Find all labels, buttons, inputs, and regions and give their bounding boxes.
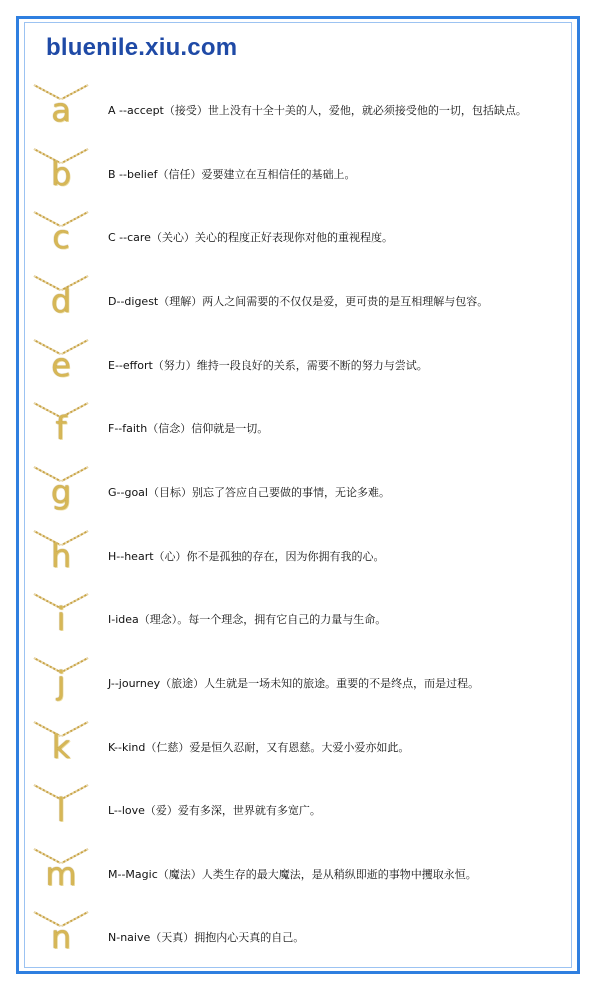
pendant-letter: h	[50, 537, 72, 575]
pendant-necklace-i-icon	[34, 591, 88, 651]
list-item	[0, 464, 600, 524]
pendant-necklace-e-icon	[34, 337, 88, 397]
list-item	[0, 400, 600, 460]
pendant-letter: d	[50, 282, 72, 320]
pendant-necklace-j-icon	[34, 655, 88, 715]
entry-text: A --accept（接受）世上没有十全十美的人，爱他，就必须接受他的一切，包括缺点。	[108, 104, 527, 117]
entry-text: G--goal（目标）别忘了答应自己要做的事情，无论多难。	[108, 486, 390, 499]
pendant-necklace-l-icon	[34, 782, 88, 842]
pendant-necklace-n-icon	[34, 909, 88, 969]
pendant-letter: i	[56, 600, 66, 638]
list-item	[0, 82, 600, 142]
pendant-necklace-c-icon	[34, 209, 88, 269]
pendant-letter: j	[56, 664, 66, 702]
list-item	[0, 655, 600, 715]
pendant-necklace-d-icon	[34, 273, 88, 333]
entry-text: F--faith（信念）信仰就是一切。	[108, 422, 269, 435]
list-item	[0, 146, 600, 206]
pendant-letter: n	[50, 918, 72, 956]
entry-text: L--love（爱）爱有多深，世界就有多宽广。	[108, 804, 321, 817]
pendant-necklace-m-icon	[34, 846, 88, 906]
entry-text: E--effort（努力）维持一段良好的关系，需要不断的努力与尝试。	[108, 359, 428, 372]
entry-text: C --care（关心）关心的程度正好表现你对他的重视程度。	[108, 231, 393, 244]
list-item	[0, 909, 600, 969]
list-item	[0, 782, 600, 842]
list-item	[0, 846, 600, 906]
list-item	[0, 591, 600, 651]
pendant-necklace-g-icon	[34, 464, 88, 524]
pendant-letter: c	[52, 218, 70, 256]
pendant-necklace-h-icon	[34, 528, 88, 588]
pendant-letter: k	[51, 728, 71, 766]
pendant-letter: l	[56, 791, 66, 829]
entry-text: B --belief（信任）爱要建立在互相信任的基础上。	[108, 168, 356, 181]
site-title: bluenile.xiu.com	[46, 34, 238, 61]
list-item	[0, 719, 600, 779]
pendant-necklace-f-icon	[34, 400, 88, 460]
pendant-letter: f	[55, 409, 67, 447]
pendant-letter: m	[45, 855, 77, 893]
entry-text: I-idea（理念）。每一个理念，拥有它自己的力量与生命。	[108, 613, 387, 626]
entry-text: M--Magic（魔法）人类生存的最大魔法，是从稍纵即逝的事物中攫取永恒。	[108, 868, 477, 881]
pendant-letter: a	[51, 91, 71, 129]
entry-text: N-naive（天真）拥抱内心天真的自己。	[108, 931, 305, 944]
list-item	[0, 337, 600, 397]
entry-text: D--digest（理解）两人之间需要的不仅仅是爱，更可贵的是互相理解与包容。	[108, 295, 489, 308]
pendant-necklace-a-icon	[34, 82, 88, 142]
pendant-letter: g	[50, 473, 72, 511]
pendant-necklace-k-icon	[34, 719, 88, 779]
entry-text: J--journey（旅途）人生就是一场未知的旅途。重要的不是终点，而是过程。	[108, 677, 480, 690]
list-item	[0, 528, 600, 588]
pendant-letter: e	[51, 346, 71, 384]
pendant-necklace-b-icon	[34, 146, 88, 206]
entry-text: K--kind（仁慈）爱是恒久忍耐，又有恩慈。大爱小爱亦如此。	[108, 741, 410, 754]
list-item	[0, 209, 600, 269]
pendant-letter: b	[50, 155, 72, 193]
list-item	[0, 273, 600, 333]
entry-text: H--heart（心）你不是孤独的存在，因为你拥有我的心。	[108, 550, 385, 563]
